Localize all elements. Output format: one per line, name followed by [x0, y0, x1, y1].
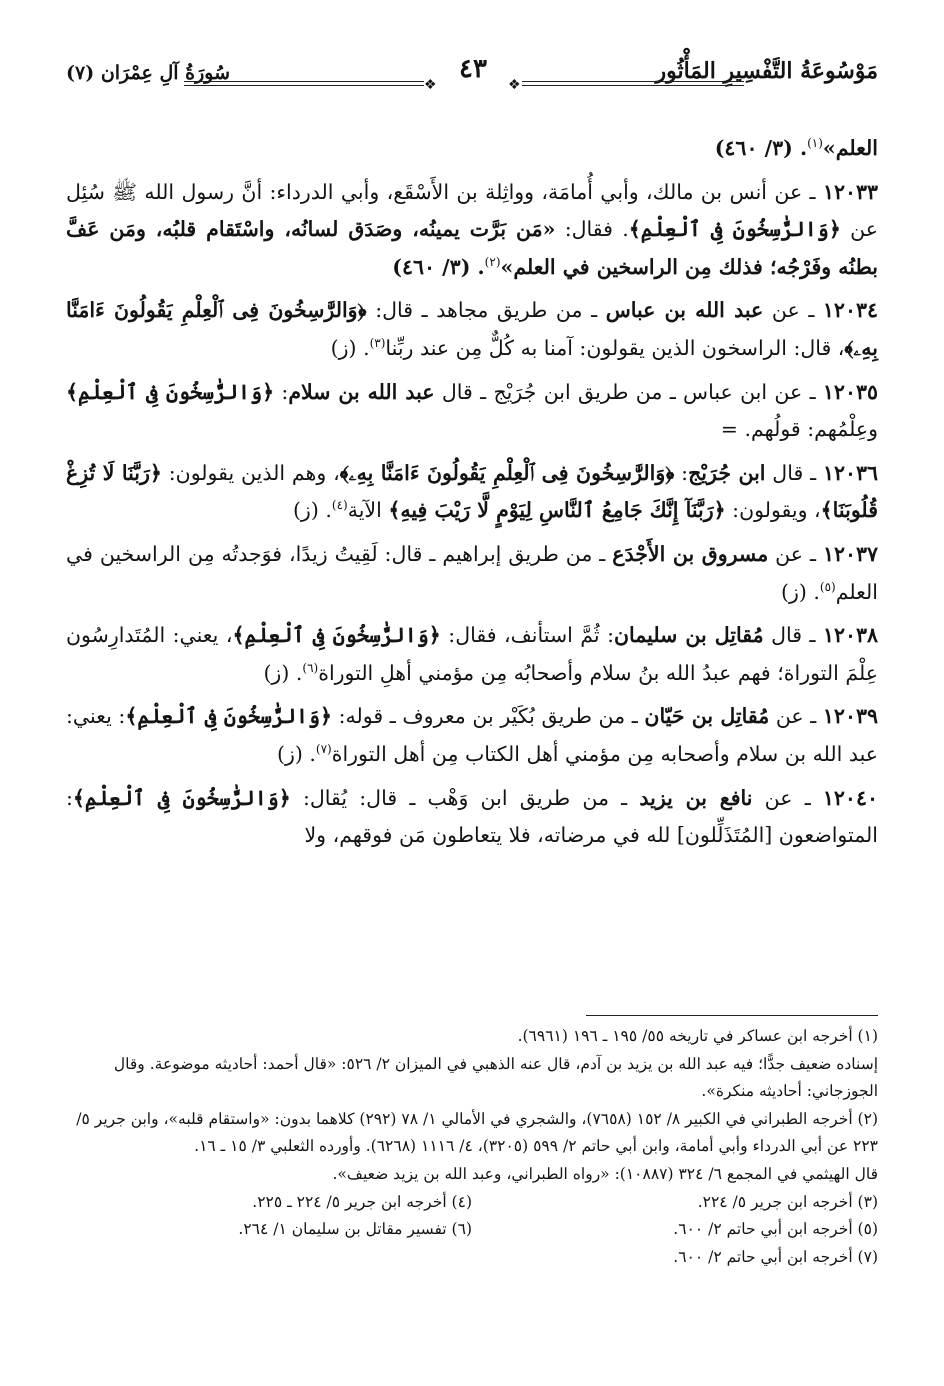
text-run: ـ عن — [752, 785, 823, 810]
narration-number: ١٢٠٣٨ — [822, 623, 878, 648]
narration-paragraph — [66, 174, 878, 287]
quran-quote: ﴿وَالرَّٰسِخُونَ فِى ٱلْعِلْمِ﴾ — [66, 379, 275, 404]
text-run: مسروق بن الأَجْدَع — [612, 541, 769, 566]
narration-paragraph — [66, 780, 878, 855]
text-run: العلم» — [822, 136, 878, 160]
text-run: وعِلْمُهم: قولُهم. = — [720, 417, 878, 442]
footnotes — [66, 1023, 878, 1271]
narration-number: ١٢٠٣٥ — [822, 379, 878, 404]
footnote: (١) أخرجه ابن عساكر في تاريخه ٥٥/ ١٩٥ ـ ١٩٦ (٦٩٦١). — [517, 1027, 878, 1045]
text-run: ـ من طريق بُكَيْر بن معروف ـ قوله: — [332, 704, 645, 729]
footnote-row — [66, 1189, 878, 1217]
text-run: . (ز) — [330, 335, 370, 360]
running-header — [66, 52, 878, 104]
header-rule-right — [522, 81, 744, 82]
text-run: : — [274, 379, 289, 404]
text-run: . (ز) — [292, 498, 332, 523]
narration-paragraph — [66, 292, 878, 367]
narration-paragraph — [66, 455, 878, 530]
header-rule-right-thin — [522, 85, 744, 86]
text-run: : ثُمَّ استأنف، فقال: — [440, 623, 614, 648]
narration-paragraph — [66, 536, 878, 611]
footnote: قال الهيثمي في المجمع ٦/ ٣٢٤ (١٠٨٨٧): «رواه الطبراني، وعبد الله بن يزيد ضعيف». — [332, 1164, 878, 1183]
text-run: عبد الله بن عباس — [605, 298, 764, 323]
narration-paragraph — [66, 374, 878, 449]
text-run: ـ عن — [763, 298, 823, 323]
quran-quote: ﴿وَالرَّٰسِخُونَ فِى ٱلْعِلْمِ يَقُولُونَ ءَامَنَّا بِهِۦ﴾ — [339, 460, 675, 485]
footnote: (٣) أخرجه ابن جرير ٥/ ٢٢٤. — [697, 1192, 878, 1211]
quran-quote: ﴿رَبَّنَا لَا تُزِغْ قُلُوبَنَا﴾ — [66, 460, 878, 523]
text-run: . (ز) — [780, 579, 820, 604]
footnote: (٦) تفسير مقاتل بن سليمان ١/ ٢٦٤. — [238, 1220, 472, 1239]
footnote-row — [66, 1216, 878, 1244]
footnote: (٢) أخرجه الطبراني في الكبير ٨/ ١٥٢ (٧٦٥٨)، والشجري في الأمالي ١/ ٧٨ (٢٩٢) كلاهما بدون: «واستقام قلبه»، وابن جرير ٥/ ٢٢٣ عن أبي الدرداء وأبي أمامة، وابن أبي حاتم ٢/ ٥٩٩ (٣٢٠٥)، ٤/ ١١١٦ (٦٢٦٨). وأورده الثعلبي ٣/ ١٥ ـ ١٦. — [76, 1109, 878, 1156]
quran-quote: ﴿وَالرَّٰسِخُونَ فِى ٱلْعِلْمِ يَقُولُونَ ءَامَنَّا بِهِۦ﴾ — [66, 298, 878, 360]
text-run: ـ من طريق إبراهيم ـ قال: لَقِيتُ زيدًا، فوَجدتُه مِن الراسخين في العلم — [66, 541, 878, 604]
text-run: ، وهم الذين يقولون: — [161, 460, 340, 485]
footnote: (٥) أخرجه ابن أبي حاتم ٢/ ٦٠٠. — [673, 1220, 878, 1239]
text-run: ـ عن أنس بن مالك، وأبي أُمامَة، وواثِلة بن الأَسْقَع، وأبي الدرداء: أنَّ رسول الله ﷺ سُئِل عن — [66, 179, 878, 242]
surah-title: سُورَةُ آلِ عِمْرَان (٧) — [66, 62, 231, 84]
narration-number: ١٢٠٣٧ — [822, 541, 878, 566]
footnote-separator — [586, 1015, 878, 1016]
main-text — [66, 130, 878, 861]
narration-paragraph — [66, 698, 878, 773]
text-run: . (ز) — [276, 741, 316, 766]
text-run: مُقاتِل بن حَيّان — [644, 704, 770, 729]
text-run: ابن جُرَيْج — [688, 460, 766, 485]
narration-number: ١٢٠٤٠ — [822, 785, 878, 810]
narration-number: ١٢٠٣٦ — [822, 460, 878, 485]
narration-number: ١٢٠٣٤ — [822, 298, 878, 323]
narration-number: ١٢٠٣٩ — [822, 704, 878, 729]
footnote-ref: (٥) — [819, 579, 836, 594]
footnote-ref: (٣) — [369, 336, 386, 351]
text-run: . (٣/ ٤٦٠) — [392, 254, 485, 279]
narration-number: ١٢٠٣٣ — [822, 179, 878, 204]
quran-quote: ﴿رَبَّنَآ إِنَّكَ جَامِعُ ٱلنَّاسِ لِيَوْمٍ لَّا رَيْبَ فِيهِ﴾ — [388, 498, 726, 523]
text-run: ، يعني: المُتَدارِسُون عِلْمَ التوراة؛ فهم عبدُ الله بنُ سلام وأصحابُه مِن مؤمني أهلِ التوراة — [66, 623, 878, 685]
quran-quote: ﴿وَالرَّٰسِخُونَ فِى ٱلْعِلْمِ﴾ — [232, 623, 441, 648]
text-run: «مَن بَرَّت يمينُه، وصَدَق لسانُه، واسْتَقام قلبُه، ومَن عَفَّ بطنُه وفَرْجُه؛ فذلك مِن الراسخين في العلم» — [66, 217, 878, 279]
text-run: . (٣/ ٤٦٠) — [714, 136, 808, 160]
text-run: : يعني: عبد الله بن سلام وأصحابه مِن مؤمني أهل الكتاب مِن أهل التوراة — [66, 704, 878, 766]
text-run: : المتواضعون [المُتَذَلِّلون] لله في مرضاته، فلا يتعاطون مَن فوقهم، ولا — [66, 785, 878, 848]
text-run: ـ قال — [765, 460, 823, 485]
ornament-icon: ❖ — [508, 77, 521, 93]
footnote-ref: (٦) — [302, 660, 319, 675]
text-run: عبد الله بن سلام — [288, 379, 435, 404]
text-run: الآية — [347, 498, 389, 523]
text-run: ، ويقولون: — [725, 498, 821, 523]
text-run: ـ عن ابن عباس ـ من طريق ابن جُرَيْج ـ قال — [434, 379, 823, 404]
footnote: (٤) أخرجه ابن جرير ٥/ ٢٢٤ ـ ٢٢٥. — [252, 1192, 472, 1211]
text-run: ، قال: الراسخون الذين يقولون: آمنا به كُلٌّ مِن عند ربِّنا — [385, 335, 845, 360]
ornament-icon: ❖ — [424, 77, 437, 93]
footnote-ref: (١) — [807, 136, 823, 151]
quran-quote: ﴿وَالرَّٰسِخُونَ فِى ٱلْعِلْمِ﴾ — [628, 217, 841, 242]
text-run: ـ من طريق ابن وَهْب ـ قال: يُقال: — [290, 785, 640, 810]
text-run: ـ عن — [769, 704, 823, 729]
footnote-ref: (٤) — [331, 498, 348, 513]
text-run: ـ عن — [768, 541, 823, 566]
footnote-ref: (٢) — [484, 254, 501, 269]
quran-quote: ﴿وَالرَّٰسِخُونَ فِى ٱلْعِلْمِ﴾ — [72, 785, 291, 810]
footnote: (٧) أخرجه ابن أبي حاتم ٢/ ٦٠٠. — [673, 1247, 878, 1266]
footnote-ref: (٧) — [315, 742, 332, 757]
text-run: نافع بن يزيد — [639, 785, 753, 810]
header-rule-left — [184, 81, 424, 82]
text-run: . فقال: — [555, 217, 629, 242]
narration-paragraph — [66, 617, 878, 692]
page-number: ٤٣ — [459, 54, 487, 84]
footnote: إسناده ضعيف جدًّا؛ فيه عبد الله بن يزيد بن آدم، قال عنه الذهبي في الميزان ٢/ ٥٢٦: «قال أحمد: أحاديثه موضوعة. وقال الجوزجاني: أحاديثه منكرة». — [113, 1054, 878, 1101]
quran-quote: ﴿وَالرَّٰسِخُونَ فِى ٱلْعِلْمِ﴾ — [125, 704, 332, 729]
narration-paragraph — [66, 130, 878, 168]
header-rule-left-thin — [184, 85, 424, 86]
text-run: ـ قال — [763, 623, 823, 648]
text-run: ـ من طريق مجاهد ـ قال: — [366, 298, 606, 323]
text-run: : — [674, 460, 689, 485]
text-run: . (ز) — [263, 660, 303, 685]
text-run: مُقاتِل بن سليمان — [614, 623, 764, 648]
book-title: مَوْسُوعَةُ التَّفْسِيرِ المَأْثُور — [655, 58, 878, 84]
